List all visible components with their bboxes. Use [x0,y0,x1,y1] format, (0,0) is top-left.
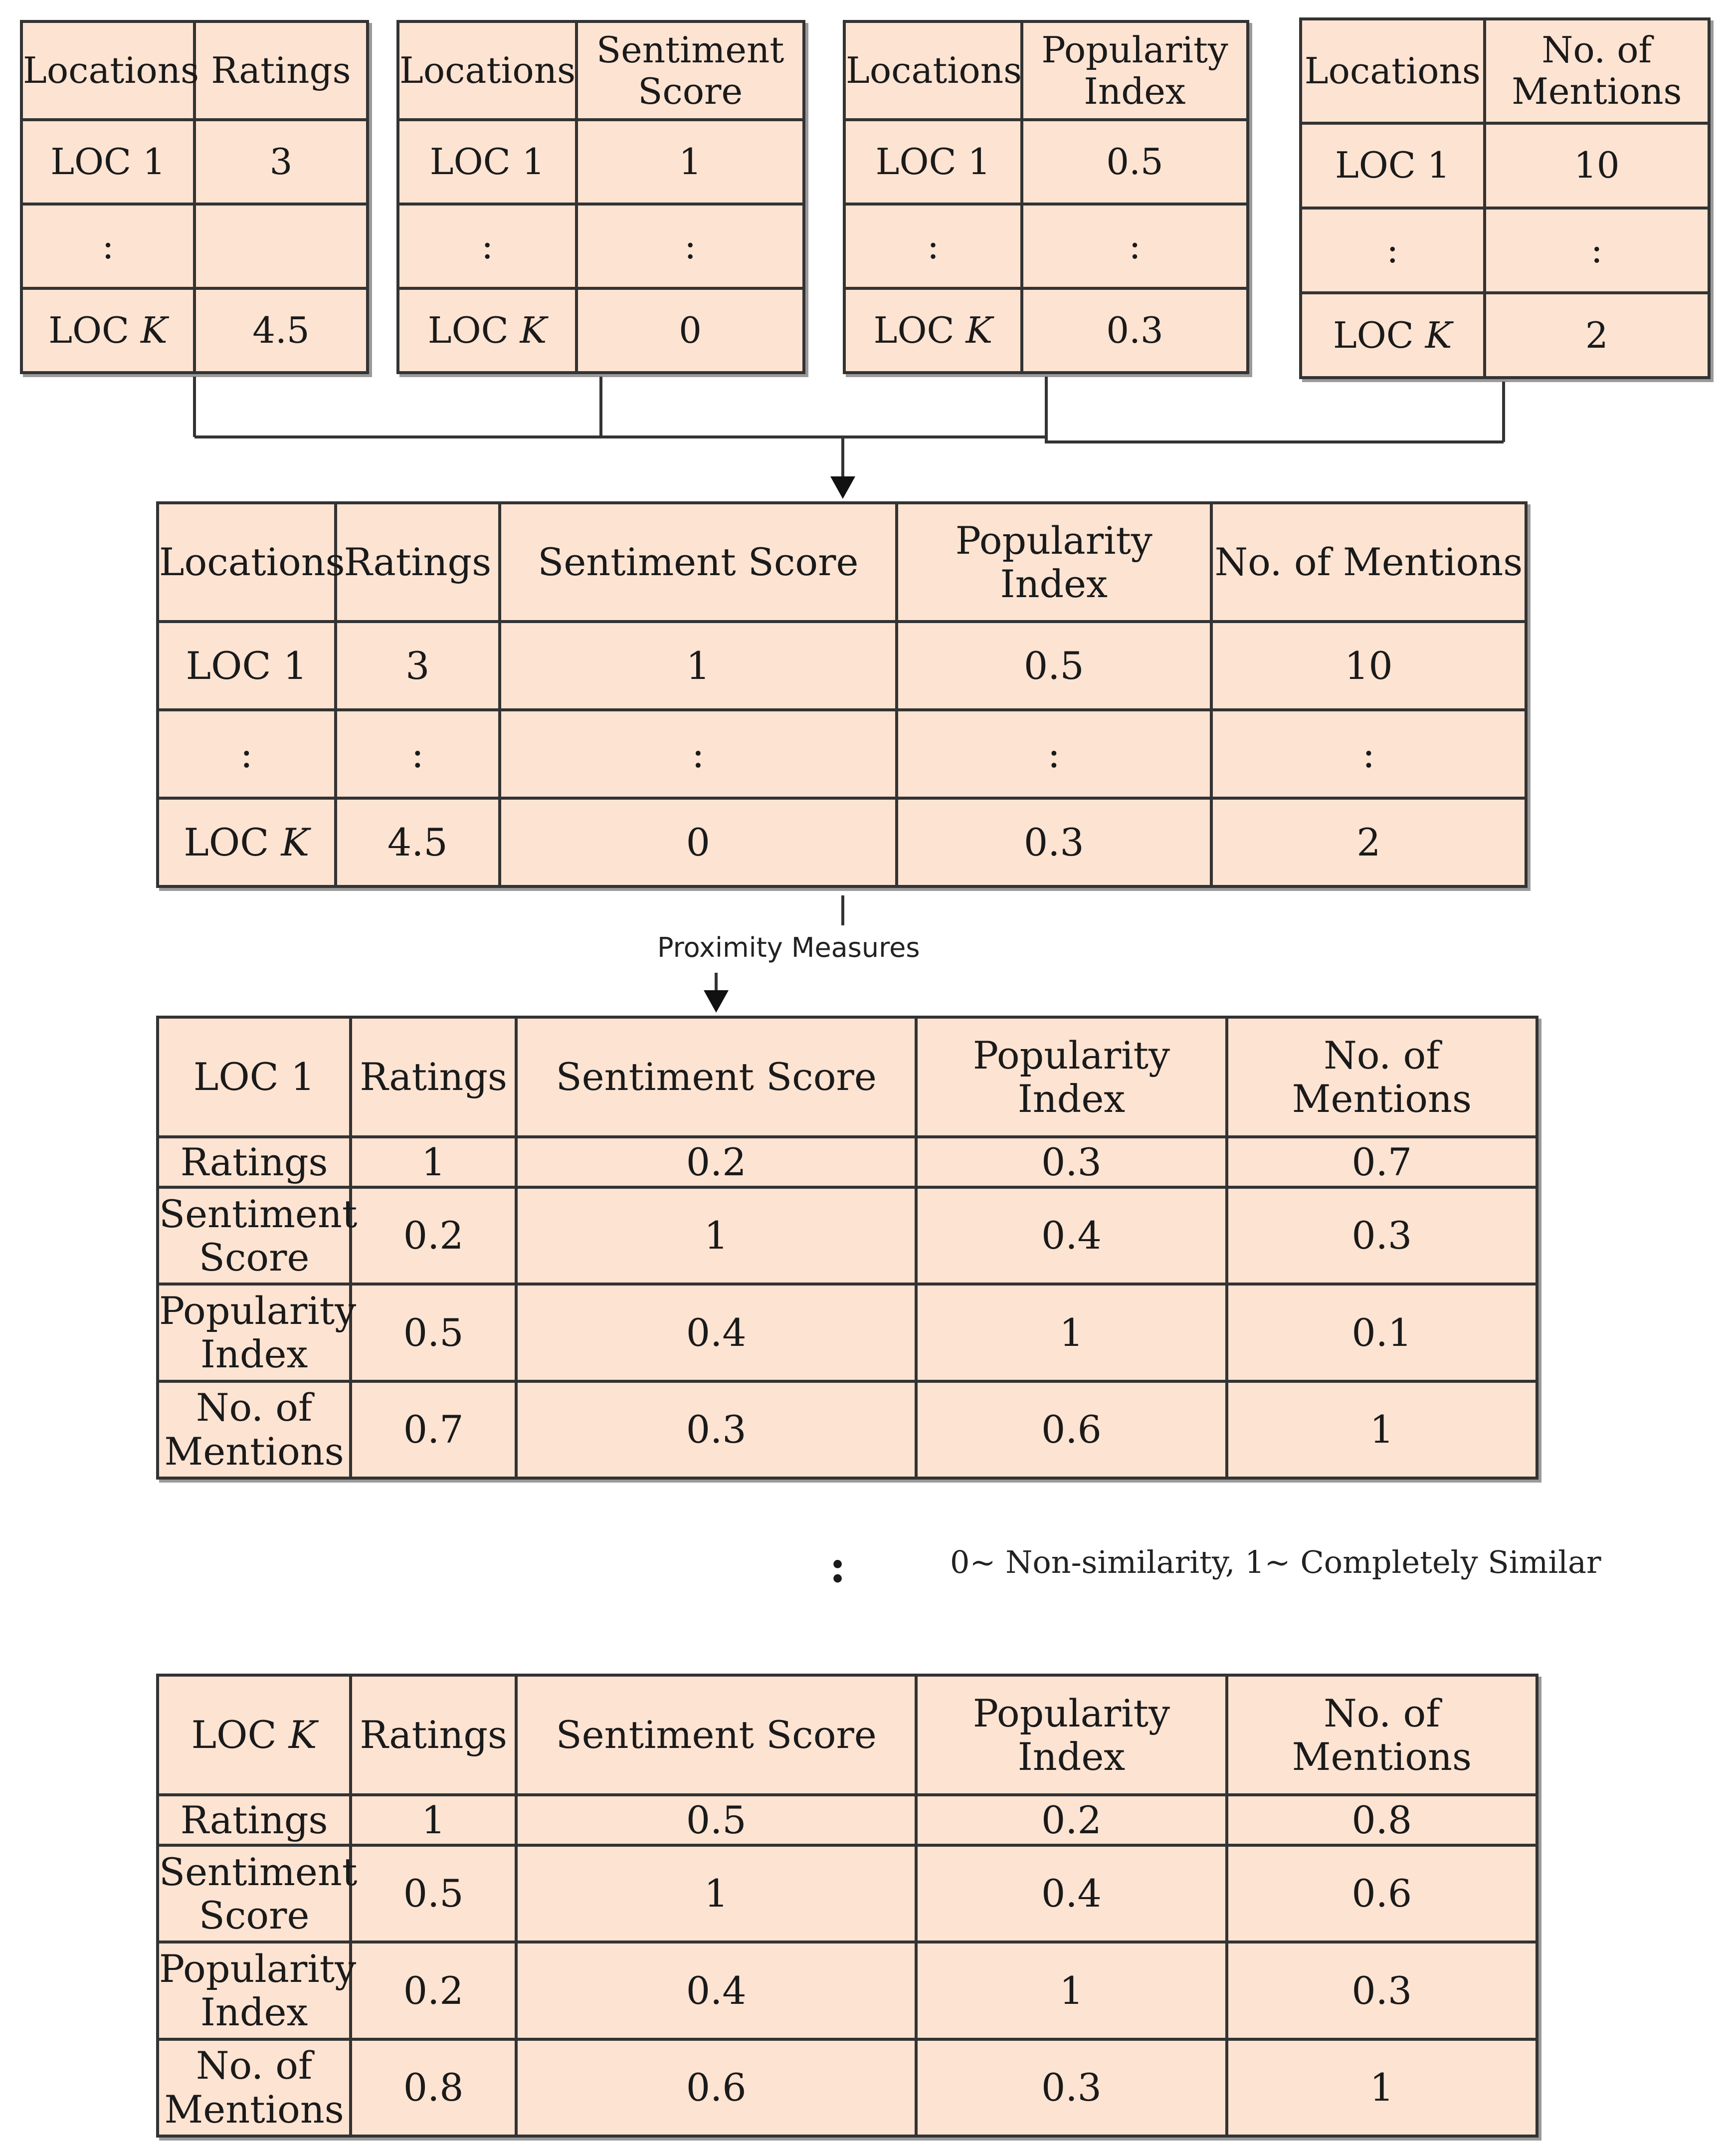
header-cell: Popularity Index [897,503,1211,622]
header-cell: Ratings [336,503,500,622]
header-cell: Popularity Index [916,1017,1226,1137]
value-cell: 1 [500,622,897,710]
value-cell: 0.4 [516,1284,916,1381]
header-cell: No. of Mentions [1485,19,1709,123]
value-cell: 0.2 [916,1795,1226,1845]
value-cell: 0.5 [1022,120,1248,204]
loc1-similarity-matrix [156,1016,1538,1480]
ellipsis-cell: : [1211,710,1526,798]
header-cell: No. of Mentions [1227,1675,1537,1795]
value-cell: 3 [336,622,500,710]
header-cell: Popularity Index [1022,21,1248,120]
ellipsis-cell: : [21,204,194,288]
value-cell: 0.3 [1227,1942,1537,2039]
loc-prefix: LOC [427,309,520,352]
header-cell: Ratings [351,1675,516,1795]
header-cell: No. of Mentions [1227,1017,1537,1137]
matrix-location-header [158,1675,351,1795]
row-label-cell: Sentiment Score [158,1845,351,1942]
ellipsis-cell: : [1022,204,1248,288]
value-cell: 3 [194,120,368,204]
location-cell: LOC 1 [398,120,576,204]
loc-k-letter: K [520,309,547,352]
value-cell: 10 [1211,622,1526,710]
value-cell: 0.4 [516,1942,916,2039]
value-cell: 1 [516,1187,916,1284]
value-cell: 0.6 [516,2039,916,2136]
loc-prefix: LOC [184,820,281,864]
value-cell: 1 [916,1284,1226,1381]
value-cell: 0 [576,288,804,373]
merge-arrowhead [830,476,855,499]
value-cell: 0.5 [351,1845,516,1942]
value-cell: 0.6 [1227,1845,1537,1942]
loc-k-letter: K [141,309,168,352]
value-cell: 4.5 [336,798,500,886]
value-cell: 1 [351,1137,516,1187]
header-cell: Locations [1301,19,1485,123]
matrix-location-header: LOC 1 [158,1017,351,1137]
value-cell: 0.5 [516,1795,916,1845]
row-label-cell: Popularity Index [158,1942,351,2039]
row-label-cell: Ratings [158,1137,351,1187]
value-cell: 0.3 [1022,288,1248,373]
header-cell: Sentiment Score [516,1017,916,1137]
header-cell: Locations [158,503,336,622]
value-cell: 0.2 [351,1187,516,1284]
ellipsis-marker: : [829,1540,846,1593]
proximity-measures-label: Proximity Measures [657,932,920,963]
value-cell: 0.2 [351,1942,516,2039]
value-cell: 0.5 [897,622,1211,710]
value-cell: 0.6 [916,1381,1226,1478]
value-cell: 0.3 [897,798,1211,886]
ellipsis-cell: : [500,710,897,798]
value-cell: 10 [1485,123,1709,208]
value-cell: 1 [1227,2039,1537,2136]
header-cell: Locations [844,21,1022,120]
value-cell: 2 [1211,798,1526,886]
value-cell: 0.7 [351,1381,516,1478]
value-cell: 0.1 [1227,1284,1537,1381]
value-cell: 0.4 [916,1845,1226,1942]
header-cell: Ratings [194,21,368,120]
value-cell: 1 [576,120,804,204]
ellipsis-cell: : [336,710,500,798]
value-cell: 1 [1227,1381,1537,1478]
header-cell: Sentiment Score [500,503,897,622]
value-cell: 0.2 [516,1137,916,1187]
value-cell: 0.5 [351,1284,516,1381]
value-cell: 1 [351,1795,516,1845]
header-cell: Ratings [351,1017,516,1137]
location-cell: LOC 1 [844,120,1022,204]
value-cell: 0.3 [916,1137,1226,1187]
proximity-arrowhead [704,990,729,1013]
ellipsis-cell: : [1485,208,1709,293]
loc-k-letter: K [281,820,310,864]
ellipsis-cell: : [897,710,1211,798]
header-cell: Sentiment Score [576,21,804,120]
header-cell: Locations [398,21,576,120]
merged-table [156,501,1528,888]
loc-k-letter: K [965,309,993,352]
value-cell: 4.5 [194,288,368,373]
value-cell: 1 [516,1845,916,1942]
location-cell: LOC 1 [21,120,194,204]
row-label-cell: No. of Mentions [158,1381,351,1478]
value-cell: 0.7 [1227,1137,1537,1187]
value-cell: 1 [916,1942,1226,2039]
ellipsis-cell: : [844,204,1022,288]
value-cell: 0.8 [351,2039,516,2136]
loc-k-letter: K [288,1713,317,1757]
header-cell: Popularity Index [916,1675,1226,1795]
value-cell: 2 [1485,293,1709,378]
value-cell: 0.4 [916,1187,1226,1284]
loc-prefix: LOC [1333,314,1425,356]
loc-k-letter: K [1425,314,1452,356]
similarity-note: 0~ Non-similarity, 1~ Completely Similar [950,1544,1601,1580]
value-cell: 0.3 [1227,1187,1537,1284]
row-label-cell: Ratings [158,1795,351,1845]
ellipsis-cell: : [158,710,336,798]
value-cell: 0.8 [1227,1795,1537,1845]
connector-bus-right [1046,437,1504,442]
location-cell [158,798,336,886]
value-cell: 0 [500,798,897,886]
header-cell: Sentiment Score [516,1675,916,1795]
location-cell: LOC 1 [158,622,336,710]
row-label-cell: Sentiment Score [158,1187,351,1284]
lock-similarity-matrix [156,1674,1538,2138]
loc-prefix: LOC [48,309,141,352]
ellipsis-cell: : [576,204,804,288]
row-label-cell: No. of Mentions [158,2039,351,2136]
row-label-cell: Popularity Index [158,1284,351,1381]
header-cell: No. of Mentions [1211,503,1526,622]
value-cell: 0.3 [516,1381,916,1478]
header-cell: Locations [21,21,194,120]
location-cell: LOC 1 [1301,123,1485,208]
loc-prefix: LOC [873,309,966,352]
ellipsis-cell: : [1301,208,1485,293]
loc-prefix: LOC [191,1713,289,1757]
ellipsis-cell: : [398,204,576,288]
value-cell: 0.3 [916,2039,1226,2136]
